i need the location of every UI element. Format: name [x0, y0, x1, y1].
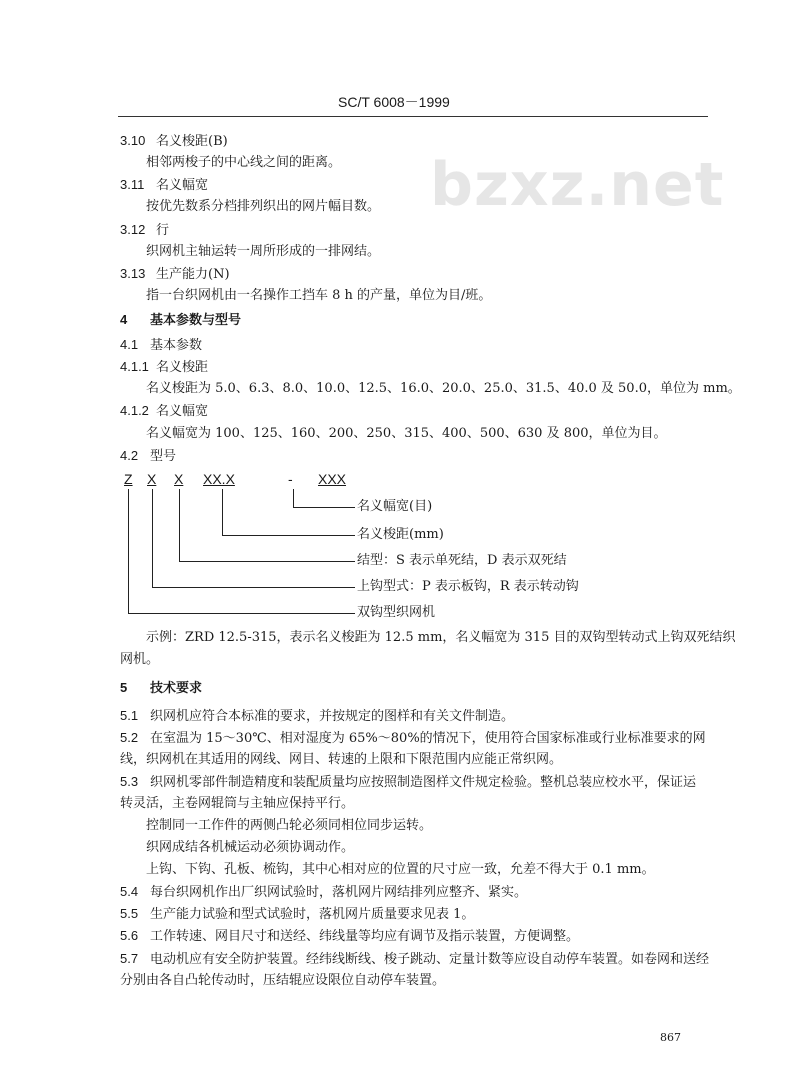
- clause-line: [120, 972, 445, 990]
- clause-title: 型号: [150, 449, 177, 464]
- clause-text: 生产能力试验和型式试验时，落机网片质量要求见表 1。: [150, 907, 475, 922]
- leader-line: [222, 489, 223, 535]
- example-line-2: 网机。: [120, 652, 160, 667]
- leader-line: [128, 489, 129, 613]
- clause-text: 织网机零部件制造精度和装配质量均应按照制造图样文件规定检验。整机总装应校水平，保证运: [150, 775, 697, 790]
- clause-line: [120, 905, 474, 924]
- model-part-z: Z: [124, 471, 133, 487]
- leader-line: [293, 489, 294, 507]
- clause-line: [146, 817, 432, 835]
- clause-line: [146, 861, 655, 879]
- clause-text: 电动机应有安全防护装置。经纬线断线、梭子跳动、定量计数等应设自动停车装置。如卷网和送经: [150, 952, 710, 967]
- clause-line: [120, 927, 579, 946]
- clause-line: [120, 707, 514, 726]
- model-part-width: XXX: [318, 471, 347, 487]
- leader-line: [128, 613, 355, 614]
- clause-text: 在室温为 15～30℃、相对湿度为 65%～80%的情况下，使用符合国家标准或行业标准要求的网: [150, 731, 706, 746]
- clause-text: 织网成结各机械运动必须协调动作。: [146, 840, 355, 855]
- def-3-13-title: [120, 265, 230, 284]
- clause-4-1-2: [120, 402, 208, 421]
- section-title: 技术要求: [150, 681, 203, 696]
- clause-number: 5.5: [120, 906, 139, 921]
- clause-number: 4.1.2: [120, 403, 149, 418]
- watermark: bzxz.net: [430, 150, 725, 220]
- def-3-13-body: 指一台织网机由一名操作工挡车 8 h 的产量，单位为目/班。: [146, 288, 492, 303]
- clause-number: 3.12: [120, 222, 146, 237]
- example-line-1: 示例：ZRD 12.5-315，表示名义梭距为 12.5 mm，名义幅宽为 315 目的双钩型转动式上钩双死结织: [146, 630, 736, 645]
- model-label-machine: 双钩型织网机: [357, 605, 436, 620]
- clause-4-1-2-body: 名义幅宽为 100、125、160、200、250、315、400、500、630 及 800，单位为目。: [146, 426, 667, 441]
- section-5-heading: [120, 679, 202, 698]
- clause-number: 3.11: [120, 177, 145, 192]
- clause-line: [120, 729, 706, 748]
- clause-text: 工作转速、网目尺寸和送经、纬线量等均应有调节及指示装置，方便调整。: [150, 929, 580, 944]
- clause-number: 4.2: [120, 448, 139, 463]
- leader-line: [222, 535, 355, 536]
- def-3-12-body: 织网机主轴运转一周所形成的一排网结。: [146, 244, 381, 259]
- clause-text: 织网机应符合本标准的要求，并按规定的图样和有关文件制造。: [150, 709, 515, 724]
- leader-line: [179, 489, 180, 561]
- clause-number: 5.4: [120, 884, 139, 899]
- def-3-12-title: [120, 221, 169, 240]
- clause-number: 5.1: [120, 708, 139, 723]
- clause-line: [120, 773, 696, 792]
- clause-number: 4.1.1: [120, 359, 149, 374]
- clause-4-1: [120, 336, 202, 355]
- model-part-dash: -: [288, 471, 293, 487]
- model-part-knot: X: [174, 471, 184, 487]
- clause-number: 4.1: [120, 337, 139, 352]
- clause-4-2: [120, 447, 176, 466]
- page-number: 867: [660, 1031, 681, 1044]
- def-3-10-title: [120, 132, 228, 151]
- clause-line: [146, 839, 354, 857]
- clause-number: 5.2: [120, 730, 139, 745]
- def-3-11-body: 按优先数系分档排列织出的网片幅目数。: [146, 199, 381, 214]
- clause-number: 3.10: [120, 133, 146, 148]
- clause-number: 5.7: [120, 951, 139, 966]
- clause-line: [120, 751, 562, 769]
- clause-text: 上钩、下钩、孔板、梳钩，其中心相对应的位置的尺寸应一致，允差不得大于 0.1 mm。: [146, 862, 655, 877]
- section-number: 5: [120, 680, 128, 695]
- model-label-width: 名义幅宽(目): [357, 499, 433, 514]
- clause-line: [120, 795, 354, 813]
- document-code-header: SC/T 6008－1999: [338, 94, 450, 110]
- clause-title: 名义幅宽: [156, 404, 209, 419]
- model-part-hook: X: [147, 471, 157, 487]
- model-label-knot: 结型：S 表示单死结，D 表示双死结: [357, 553, 567, 568]
- model-label-spacing: 名义梭距(mm): [357, 527, 444, 542]
- leader-line: [179, 561, 355, 562]
- clause-title: 行: [156, 223, 170, 238]
- section-title: 基本参数与型号: [150, 313, 242, 328]
- def-3-10-body: 相邻两梭子的中心线之间的距离。: [146, 155, 342, 170]
- clause-title: 基本参数: [150, 338, 203, 353]
- clause-title: 生产能力(N): [156, 267, 230, 282]
- clause-text: 分别由各自凸轮传动时，压结辊应设限位自动停车装置。: [120, 973, 446, 988]
- clause-number: 5.6: [120, 928, 139, 943]
- clause-text: 控制同一工作件的两侧凸轮必须同相位同步运转。: [146, 818, 433, 833]
- section-number: 4: [120, 312, 128, 327]
- model-part-spacing: XX.X: [203, 471, 235, 487]
- clause-title: 名义幅宽: [156, 178, 209, 193]
- clause-text: 线，织网机在其适用的网线、网目、转速的上限和下限范围内应能正常织网。: [120, 752, 563, 767]
- section-4-heading: [120, 311, 241, 330]
- clause-line: [120, 883, 527, 902]
- clause-title: 名义梭距: [156, 360, 209, 375]
- clause-line: [120, 950, 709, 969]
- model-label-hook: 上钩型式：P 表示板钩，R 表示转动钩: [357, 579, 579, 594]
- clause-4-1-1: [120, 358, 208, 377]
- clause-title: 名义梭距(B): [156, 134, 228, 149]
- leader-line: [152, 489, 153, 587]
- clause-4-1-1-body: 名义梭距为 5.0、6.3、8.0、10.0、12.5、16.0、20.0、25.0、31.5、40.0 及 50.0，单位为 mm。: [146, 381, 741, 396]
- leader-line: [152, 587, 355, 588]
- leader-line: [293, 507, 355, 508]
- header-rule: [118, 116, 708, 117]
- clause-number: 3.13: [120, 266, 146, 281]
- clause-text: 每台织网机作出厂织网试验时，落机网片网结排列应整齐、紧实。: [150, 885, 528, 900]
- clause-number: 5.3: [120, 774, 139, 789]
- def-3-11-title: [120, 176, 208, 195]
- clause-text: 转灵活，主卷网辊筒与主轴应保持平行。: [120, 796, 355, 811]
